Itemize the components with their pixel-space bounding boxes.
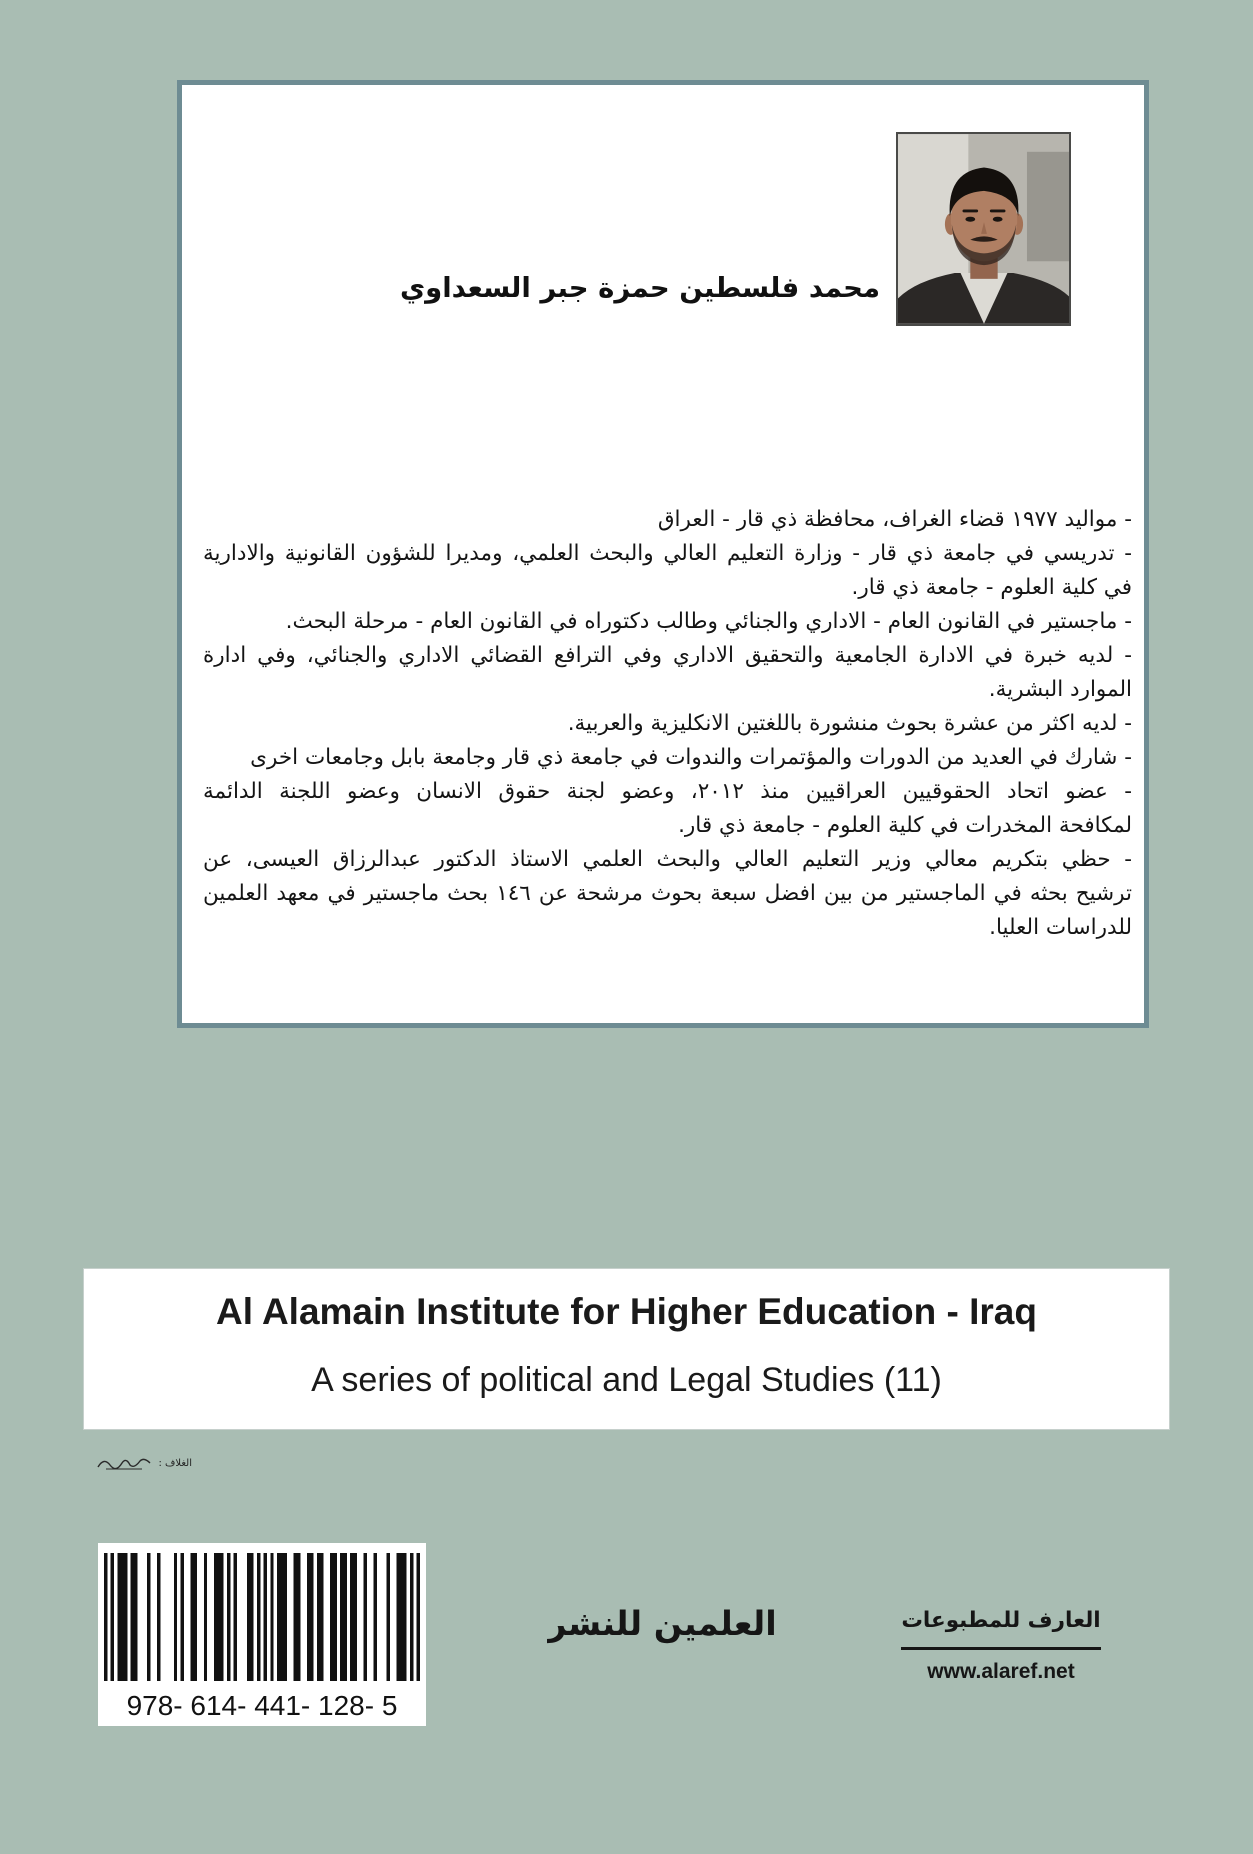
barcode-bar [131,1553,138,1681]
bio-line: - عضو اتحاد الحقوقيين العراقيين منذ ٢٠١٢، وعضو لجنة حقوق الانسان وعضو اللجنة الدائمة [203,779,1132,804]
bio-line: الموارد البشرية. [988,677,1132,702]
bio-line: - مواليد ١٩٧٧ قضاء الغراف، محافظة ذي قار - العراق [657,507,1132,532]
barcode-bar [373,1553,376,1681]
person-eye-right [993,217,1003,222]
barcode-bar [117,1553,127,1681]
barcode-bar [214,1553,224,1681]
author-portrait [898,134,1069,324]
bio-line: - لديه خبرة في الادارة الجامعية والتحقيق الاداري وفي الترافع القضائي الاداري والجنائي، وفي ادارة [203,643,1132,668]
barcode-bar [104,1553,107,1681]
publisher-website: www.alaref.net [927,1660,1075,1683]
cover-designer-signature [96,1453,152,1473]
author-box [177,80,1149,1028]
barcode-bar [397,1553,407,1681]
publisher-logo-alaref: العارف للمطبوعات [901,1592,1101,1650]
person-eye-left [965,217,975,222]
series-box [83,1268,1170,1430]
cover-credit [70,1452,192,1474]
barcode-bar [363,1553,366,1681]
barcode-bar [264,1553,267,1681]
person-brow-right [990,209,1006,212]
barcode-bar [410,1553,413,1681]
barcode-bar [157,1553,160,1681]
barcode-bar [330,1553,337,1681]
bio-line: - شارك في العديد من الدورات والمؤتمرات والندوات في جامعة ذي قار وجامعة بابل وجامعات اخرى [250,745,1132,770]
person-brow-left [962,209,978,212]
barcode-bar [111,1553,114,1681]
series-title: A series of political and Legal Studies (11) [311,1361,942,1399]
barcode-bar [307,1553,314,1681]
barcode-bar [227,1553,230,1681]
author-name: محمد فلسطين حمزة جبر السعداوي [400,272,880,304]
barcode-bar [350,1553,357,1681]
barcode-bars [104,1553,420,1681]
barcode-bar [317,1553,324,1681]
barcode-bar [181,1553,184,1681]
institute-title: Al Alamain Institute for Higher Education - Iraq [216,1291,1037,1332]
bio-line: - تدريسي في جامعة ذي قار - وزارة التعليم العالي والبحث العلمي، ومديرا للشؤون القانونية والادارية [203,541,1132,566]
barcode-bar [270,1553,273,1681]
publisher-logo-alamain: العلمين للنشر [547,1604,777,1643]
bio-line: - لديه اكثر من عشرة بحوث منشورة باللغتين الانكليزية والعربية. [567,711,1132,736]
barcode-bar [387,1553,390,1681]
barcode [98,1543,426,1726]
barcode-bar [204,1553,207,1681]
barcode-bar [190,1553,197,1681]
author-photo [896,132,1071,326]
bio-line: - ماجستير في القانون العام - الاداري والجنائي وطالب دكتوراه في القانون العام - مرحلة البحث. [285,609,1132,634]
barcode-bar [234,1553,237,1681]
barcode-bar [247,1553,254,1681]
barcode-bar [147,1553,150,1681]
bio-line: لمكافحة المخدرات في كلية العلوم - جامعة ذي قار. [678,813,1132,838]
bio-line: - حظي بتكريم معالي وزير التعليم العالي والبحث العلمي الاستاذ الدكتور عبدالرزاق العيسى، عن [203,847,1132,872]
cover-credit-label: الغلاف : [158,1457,192,1469]
barcode-bar [257,1553,260,1681]
barcode-bar [340,1553,347,1681]
isbn-number: 978- 614- 441- 128- 5 [126,1690,398,1721]
bio-line: ترشيح بحثه في الماجستير من بين افضل سبعة بحوث مرشحة عن ١٤٦ بحث ماجستير في معهد العلمين [203,881,1133,906]
author-bio [203,503,1132,945]
barcode-bar [174,1553,177,1681]
photo-shelf [1027,152,1069,261]
bio-line: في كلية العلوم - جامعة ذي قار. [851,575,1132,600]
barcode-bar [294,1553,301,1681]
barcode-bar [277,1553,287,1681]
bio-line: للدراسات العليا. [989,915,1132,940]
barcode-bar [417,1553,420,1681]
